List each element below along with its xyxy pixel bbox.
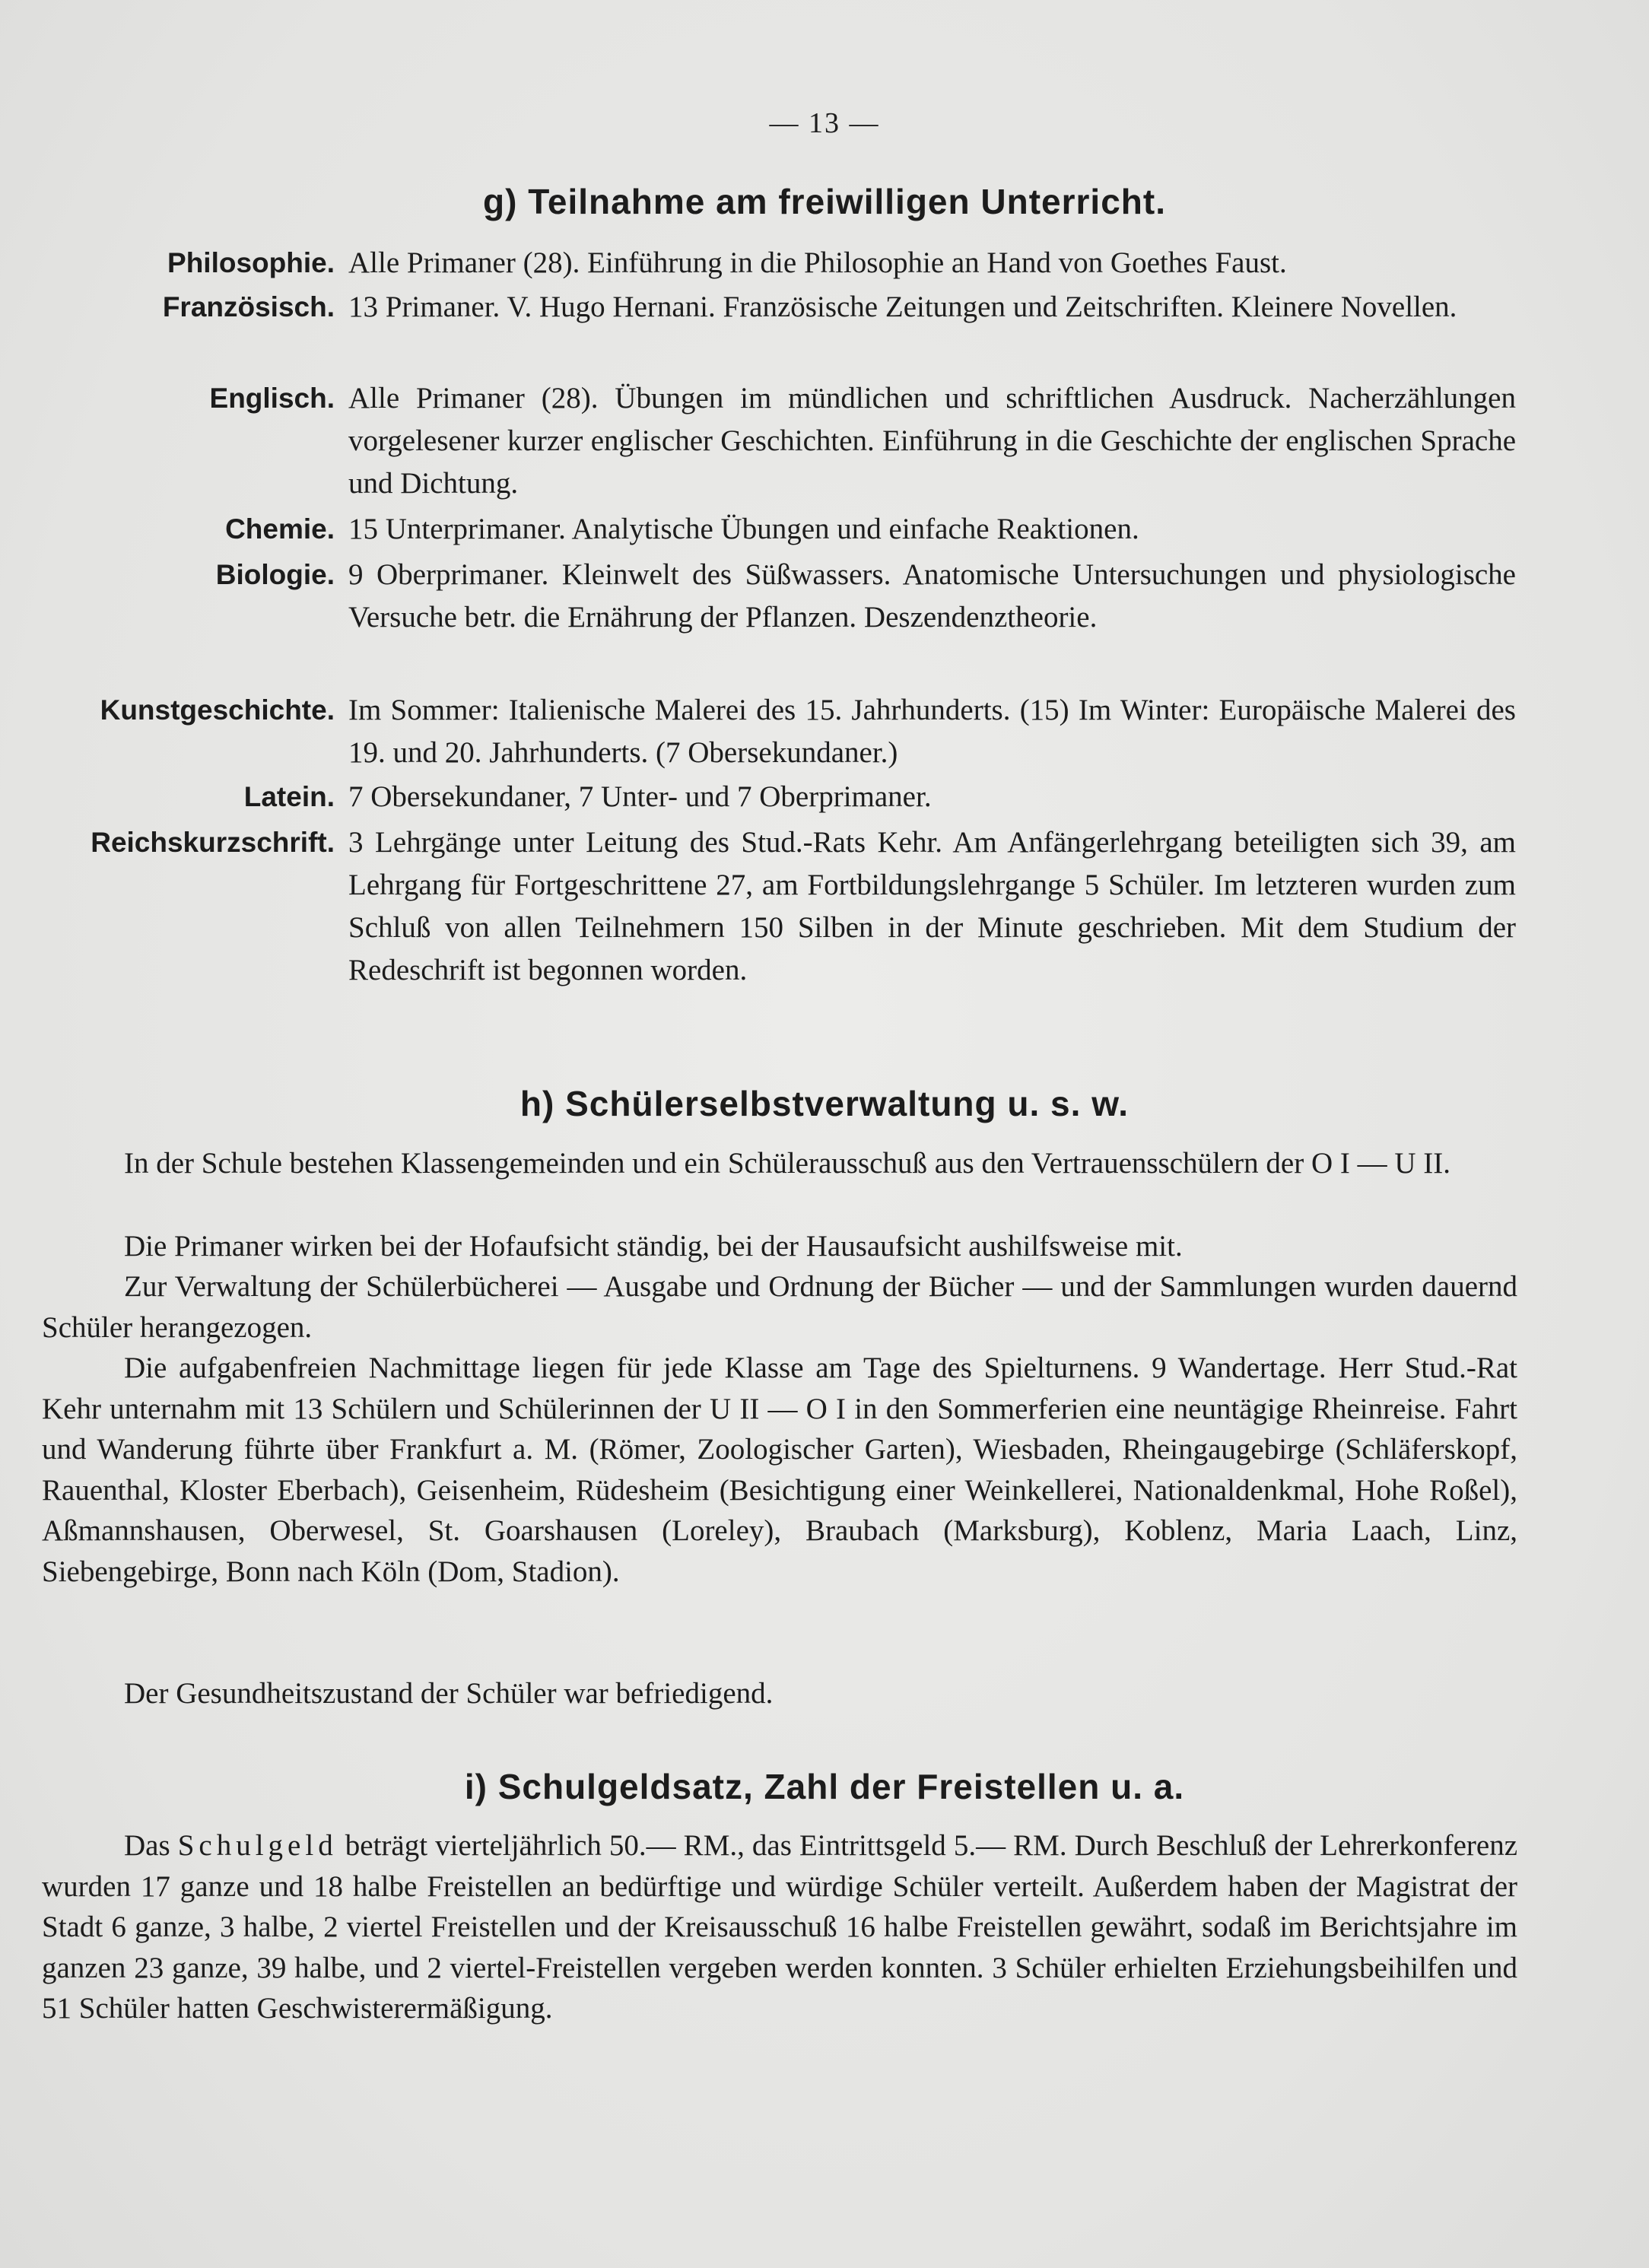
subject-label: Kunstgeschichte. [100, 694, 335, 726]
page-number: — 13 — [769, 107, 880, 139]
subject-label: Philosophie. [167, 247, 335, 278]
subject-text: Im Sommer: Italienische Malerei des 15. Jahrhunderts. (15) Im Winter: Europäische Malerei des 19. und 20. Jahrhunderts. (7 Obersekundaner.) [348, 694, 1516, 769]
paragraph: Zur Verwaltung der Schülerbücherei — Ausgabe und Ordnung der Bücher — und der Sammlungen wurden dauernd Schüler herangezogen. [42, 1270, 1517, 1344]
paragraph-rest: beträgt vierteljährlich 50.— RM., das Eintrittsgeld 5.— RM. Durch Beschluß der Lehrerkonferenz wurden 17 ganze und 18 halbe Freistellen an bedürftige und würdige Schüler verteilt. Außerdem haben der Magistrat der Stadt 6 ganze, 3 halbe, 2 viertel Freistellen und der Kreisausschuß 16 halbe Freistellen gewährt, sodaß im Berichtsjahre im ganzen 23 ganze, 39 halbe, und 2 viertel-Freistellen vergeben werden konnten. 3 Schüler erhielten Erziehungsbeihilfen und 51 Schüler hatten Geschwisterermäßigung. [42, 1829, 1518, 2025]
subject-label: Chemie. [225, 513, 335, 545]
paragraph-schulgeld [42, 1825, 1517, 2029]
subject-text: 9 Oberprimaner. Kleinwelt des Süßwassers. Anatomische Untersuchungen und physiologische Versuche betr. die Ernährung der Pflanzen. Deszendenztheorie. [348, 558, 1516, 634]
subject-label: Reichskurzschrift. [91, 827, 335, 858]
paragraph-spaced-word: Schulgeld [177, 1829, 338, 1862]
subject-text: 13 Primaner. V. Hugo Hernani. Französische Zeitungen und Zeitschriften. Kleinere Novellen. [348, 291, 1457, 323]
subject-text: 15 Unterprimaner. Analytische Übungen und einfache Reaktionen. [348, 513, 1139, 545]
subject-label: Biologie. [215, 559, 335, 590]
section-i-heading: i) Schulgeldsatz, Zahl der Freistellen u. a. [464, 1767, 1185, 1806]
paragraph: In der Schule bestehen Klassengemeinden und ein Schülerausschuß aus den Vertrauensschülern der O I — U II. [124, 1147, 1451, 1180]
paragraph: Die Primaner wirken bei der Hofaufsicht ständig, bei der Hausaufsicht aushilfsweise mit. [124, 1230, 1183, 1263]
paragraph: Der Gesundheitszustand der Schüler war befriedigend. [124, 1677, 774, 1710]
subject-label: Latein. [243, 781, 335, 812]
subject-text: Alle Primaner (28). Übungen im mündlichen und schriftlichen Ausdruck. Nacherzählungen vorgelesener kurzer englischer Geschichten. Einführung in die Geschichte der englischen Sprache und Dichtung. [348, 382, 1516, 500]
paragraph: Die aufgabenfreien Nachmittage liegen für jede Klasse am Tage des Spielturnens. 9 Wandertage. Herr Stud.-Rat Kehr unternahm mit 13 Schülern und Schülerinnen der U II — O I in den Sommerferien eine neuntägige Rheinreise. Fahrt und Wanderung führte über Frankfurt a. M. (Römer, Zoologischer Garten), Wiesbaden, Rheingaugebirge (Schläferskopf, Rauenthal, Kloster Eberbach), Geisenheim, Rüdesheim (Besichtigung einer Weinkellerei, Nationaldenkmal, Hohe Roßel), Aßmannshausen, Oberwesel, St. Goarshausen (Loreley), Braubach (Marksburg), Koblenz, Maria Laach, Linz, Siebengebirge, Bonn nach Köln (Dom, Stadion). [42, 1352, 1517, 1588]
paragraph-intro: Das [124, 1829, 170, 1862]
section-h-heading: h) Schülerselbstverwaltung u. s. w. [519, 1084, 1130, 1123]
subject-text: Alle Primaner (28). Einführung in die Philosophie an Hand von Goethes Faust. [348, 246, 1287, 279]
subject-label: Französisch. [162, 291, 335, 322]
subject-text: 7 Obersekundaner, 7 Unter- und 7 Oberprimaner. [348, 780, 932, 813]
subject-label: Englisch. [209, 383, 335, 414]
subject-text: 3 Lehrgänge unter Leitung des Stud.-Rats Kehr. Am Anfängerlehrgang beteiligten sich 39, am Lehrgang für Fortgeschrittene 27, am Fortbildungslehrgange 5 Schüler. Im letzteren wurden zum Schluß von allen Teilnehmern 150 Silben in der Minute geschrieben. Mit dem Studium der Redeschrift ist begonnen worden. [348, 826, 1516, 986]
section-g-heading: g) Teilnahme am freiwilligen Unterricht. [483, 182, 1166, 221]
